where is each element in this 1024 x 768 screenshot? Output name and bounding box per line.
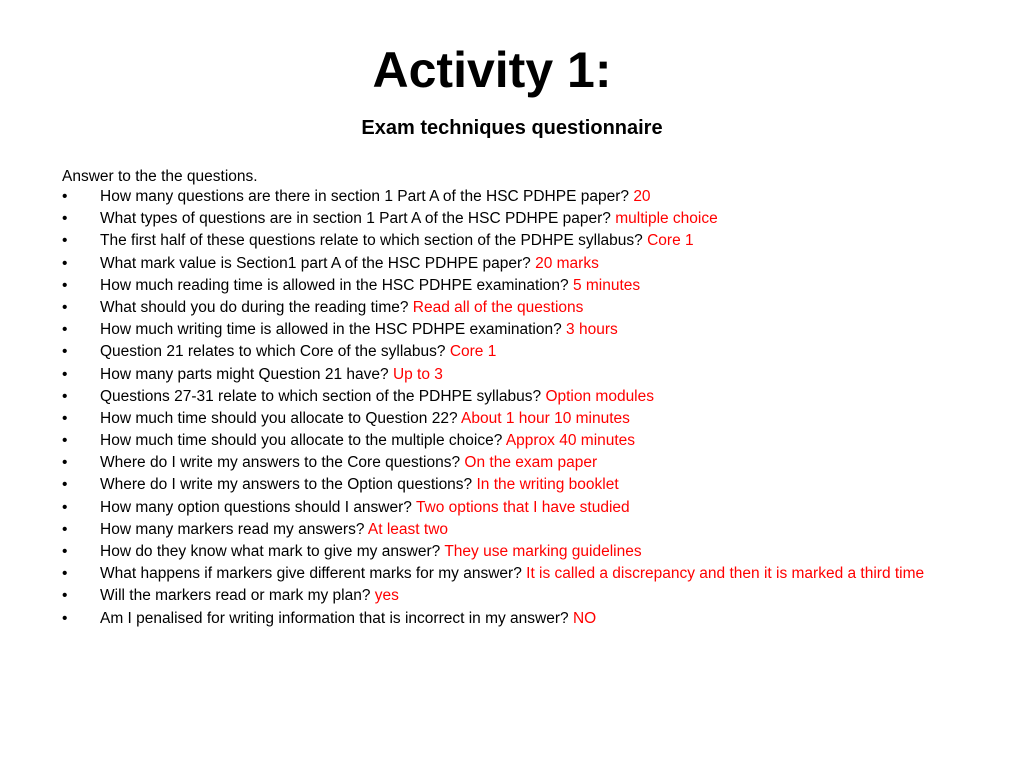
answer-text: Core 1 [647, 232, 694, 250]
answer-text: 20 marks [535, 254, 599, 272]
bullet-icon: • [62, 520, 68, 538]
answer-text: Core 1 [449, 343, 497, 361]
answer-text: They use marking guidelines [444, 543, 642, 560]
question-item [62, 343, 942, 361]
answer-text: About 1 hour 10 minutes [461, 409, 630, 427]
answer-text: At least two [367, 520, 449, 538]
intro-text: Answer to the the questions. [62, 168, 258, 185]
answer-text: 5 minutes [572, 276, 641, 294]
slide-title: Activity 1: [372, 42, 612, 98]
question-item [62, 565, 942, 583]
answer-text: On the exam paper [464, 454, 598, 472]
answer-text: 3 hours [566, 321, 618, 339]
bullet-icon: • [62, 365, 68, 383]
question-item [62, 610, 942, 628]
bullet-icon: • [62, 298, 68, 316]
question-item [62, 210, 942, 228]
bullet-icon: • [62, 387, 68, 405]
bullet-icon: • [62, 587, 68, 605]
question-text: How many markers read my answers? [100, 520, 368, 538]
question-item [62, 499, 942, 517]
question-text: Question 21 relates to which Core of the syllabus? [100, 343, 450, 361]
bullet-icon: • [62, 321, 68, 339]
answer-text: multiple choice [615, 210, 718, 228]
question-item [62, 587, 942, 605]
question-text: Where do I write my answers to the Core questions? [100, 454, 465, 472]
bullet-icon: • [62, 432, 68, 450]
question-text: What should you do during the reading time? [100, 298, 413, 316]
bullet-icon: • [62, 276, 68, 294]
answer-text: Read all of the questions [412, 298, 584, 316]
answer-text: Option modules [545, 387, 654, 405]
bullet-icon: • [62, 543, 68, 560]
answer-text: It is called a discrepancy and then it is marked a third time [526, 565, 925, 583]
question-text: What mark value is Section1 part A of the HSC PDHPE paper? [100, 254, 536, 272]
question-item [62, 321, 942, 339]
question-item [62, 188, 942, 206]
question-text: How many parts might Question 21 have? [100, 365, 393, 383]
slide-content [62, 166, 942, 632]
question-item [62, 299, 942, 317]
answer-text: yes [374, 587, 399, 605]
question-item [62, 366, 942, 384]
question-text: The first half of these questions relate to which section of the PDHPE syllabus? [100, 232, 648, 250]
question-item [62, 255, 942, 273]
question-item [62, 432, 942, 450]
answer-text: Two options that I have studied [415, 498, 630, 516]
answer-text: NO [572, 609, 597, 627]
question-text: How many option questions should I answer? [100, 498, 416, 516]
question-item [62, 454, 942, 472]
question-item [62, 476, 942, 494]
question-item [62, 232, 942, 250]
bullet-icon: • [62, 254, 68, 272]
bullet-icon: • [62, 188, 68, 205]
answer-text: Up to 3 [392, 365, 443, 383]
question-text: Questions 27-31 relate to which section of the PDHPE syllabus? [100, 387, 546, 405]
question-item [62, 521, 942, 539]
answer-text: 20 [633, 188, 651, 205]
bullet-icon: • [62, 476, 68, 494]
question-text: How much reading time is allowed in the HSC PDHPE examination? [100, 276, 573, 294]
bullet-icon: • [62, 454, 68, 472]
answer-text: Approx 40 minutes [505, 432, 636, 450]
question-text: How much time should you allocate to the multiple choice? [100, 432, 506, 450]
bullet-icon: • [62, 409, 68, 427]
question-list [62, 188, 942, 627]
bullet-icon: • [62, 232, 68, 250]
slide-subtitle: Exam techniques questionnaire [361, 117, 663, 139]
question-item [62, 388, 942, 406]
question-text: Am I penalised for writing information that is incorrect in my answer? [100, 609, 573, 627]
bullet-icon: • [62, 565, 68, 583]
question-text: How much writing time is allowed in the HSC PDHPE examination? [100, 321, 567, 339]
question-item [62, 543, 942, 561]
question-text: What happens if markers give different marks for my answer? [100, 565, 527, 583]
question-text: How many questions are there in section 1 Part A of the HSC PDHPE paper? [100, 188, 634, 205]
question-text: What types of questions are in section 1 Part A of the HSC PDHPE paper? [100, 210, 616, 228]
question-item [62, 410, 942, 428]
bullet-icon: • [62, 609, 68, 627]
question-text: Will the markers read or mark my plan? [100, 587, 375, 605]
question-text: Where do I write my answers to the Option questions? [100, 476, 477, 494]
bullet-icon: • [62, 210, 68, 228]
bullet-icon: • [62, 498, 68, 516]
question-text: How do they know what mark to give my answer? [100, 543, 445, 560]
bullet-icon: • [62, 343, 68, 361]
question-item [62, 277, 942, 295]
question-text: How much time should you allocate to Question 22? [100, 409, 462, 427]
answer-text: In the writing booklet [476, 476, 619, 494]
